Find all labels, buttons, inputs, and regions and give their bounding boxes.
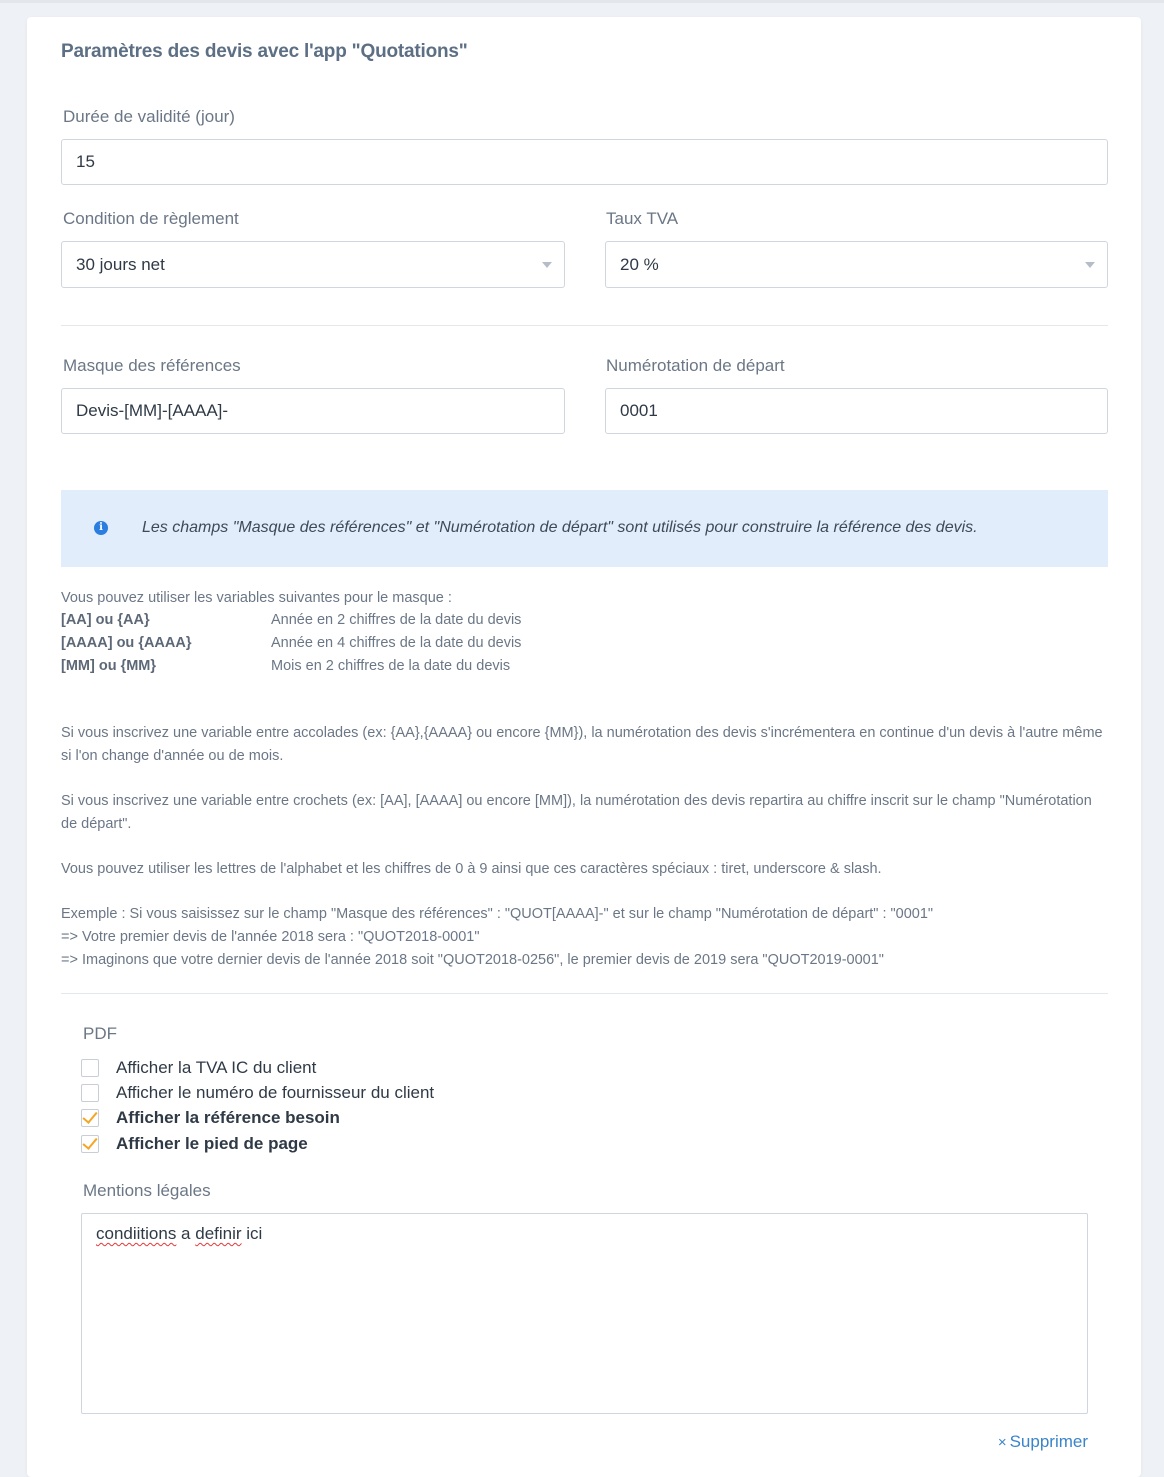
pdf-option-tva-ic[interactable] (81, 1058, 681, 1080)
page-title: Paramètres des devis avec l'app "Quotations" (61, 41, 468, 62)
quotations-settings-card (27, 17, 1141, 1477)
pdf-section-label: PDF (83, 1024, 117, 1043)
legal-mentions-text (96, 1224, 262, 1244)
chevron-down-icon (1085, 262, 1095, 268)
text-segment: a (176, 1224, 196, 1243)
checkmark-icon (82, 1134, 97, 1150)
text-segment: ici (241, 1224, 263, 1243)
variable-code: [AA] ou {AA} (61, 612, 150, 628)
delete-label: Supprimer (1009, 1432, 1088, 1451)
pdf-option-label: Afficher la TVA IC du client (116, 1058, 317, 1077)
checkbox-checked[interactable] (81, 1109, 99, 1127)
variable-desc: Année en 2 chiffres de la date du devis (271, 612, 522, 628)
info-alert (61, 490, 1108, 567)
validity-input[interactable] (61, 139, 1108, 185)
variable-code: [MM] ou {MM} (61, 658, 157, 674)
close-icon: × (997, 1434, 1007, 1451)
pdf-option-footer[interactable] (81, 1134, 681, 1156)
example-line: => Imaginons que votre dernier devis de l'année 2018 soit "QUOT2018-0256", le premier devis de 2019 sera "QUOT2019-0001" (61, 952, 884, 968)
start-number-label: Numérotation de départ (606, 356, 785, 375)
pdf-option-supplier-number[interactable] (81, 1083, 681, 1105)
pdf-option-label: Afficher le numéro de fournisseur du client (116, 1083, 435, 1102)
help-brackets-paragraph: Si vous inscrivez une variable entre crochets (ex: [AA], [AAAA] ou encore [MM]), la numérotation des devis repartira au chiffre inscrit sur le champ "Numérotation de départ". (61, 793, 1092, 832)
checkbox-checked[interactable] (81, 1135, 99, 1153)
help-characters-paragraph: Vous pouvez utiliser les lettres de l'alphabet et les chiffres de 0 à 9 ainsi que ces caractères spéciaux : tiret, underscore & slash. (61, 861, 882, 877)
variable-row (61, 632, 661, 655)
variable-desc: Année en 4 chiffres de la date du devis (271, 635, 522, 651)
pdf-option-reference-need[interactable] (81, 1108, 681, 1130)
legal-mentions-textarea[interactable] (81, 1213, 1088, 1414)
delete-link[interactable] (998, 1432, 1088, 1452)
divider (61, 325, 1108, 326)
payment-condition-value: 30 jours net (76, 255, 165, 274)
checkmark-icon (82, 1108, 97, 1124)
info-text: Les champs "Masque des références" et "Numérotation de départ" sont utilisés pour construire la référence des devis. (142, 519, 978, 536)
vat-rate-value: 20 % (620, 255, 659, 274)
vat-rate-select[interactable] (605, 241, 1108, 288)
checkbox[interactable] (81, 1084, 99, 1102)
info-icon: i (94, 521, 108, 535)
example-line: Exemple : Si vous saisissez sur le champ "Masque des références" : "QUOT[AAAA]-" et sur le champ "Numérotation de départ" : "0001" (61, 906, 934, 922)
vat-rate-label: Taux TVA (606, 209, 679, 228)
variables-intro: Vous pouvez utiliser les variables suivantes pour le masque : (61, 590, 452, 606)
variable-code: [AAAA] ou {AAAA} (61, 635, 192, 651)
pdf-option-label: Afficher le pied de page (116, 1134, 308, 1153)
misspelled-word: condiitions (96, 1224, 177, 1243)
payment-condition-select[interactable] (61, 241, 565, 288)
start-number-input[interactable] (605, 388, 1108, 434)
reference-mask-label: Masque des références (63, 356, 241, 375)
variable-row (61, 655, 661, 678)
variable-row (61, 609, 661, 632)
legal-mentions-label: Mentions légales (83, 1181, 211, 1200)
chevron-down-icon (542, 262, 552, 268)
example-line: => Votre premier devis de l'année 2018 sera : "QUOT2018-0001" (61, 929, 480, 945)
help-braces-paragraph: Si vous inscrivez une variable entre accolades (ex: {AA},{AAAA} ou encore {MM}), la numérotation des devis s'incrémentera en continue d'un devis à l'autre même si l'on change d'année ou de mois. (61, 725, 1103, 764)
validity-label: Durée de validité (jour) (63, 107, 235, 126)
checkbox[interactable] (81, 1059, 99, 1077)
divider (61, 993, 1108, 994)
pdf-option-label: Afficher la référence besoin (116, 1108, 340, 1127)
top-border (0, 0, 1164, 3)
variable-desc: Mois en 2 chiffres de la date du devis (271, 658, 511, 674)
reference-mask-input[interactable] (61, 388, 565, 434)
misspelled-word: definir (195, 1224, 242, 1243)
payment-condition-label: Condition de règlement (63, 209, 239, 228)
